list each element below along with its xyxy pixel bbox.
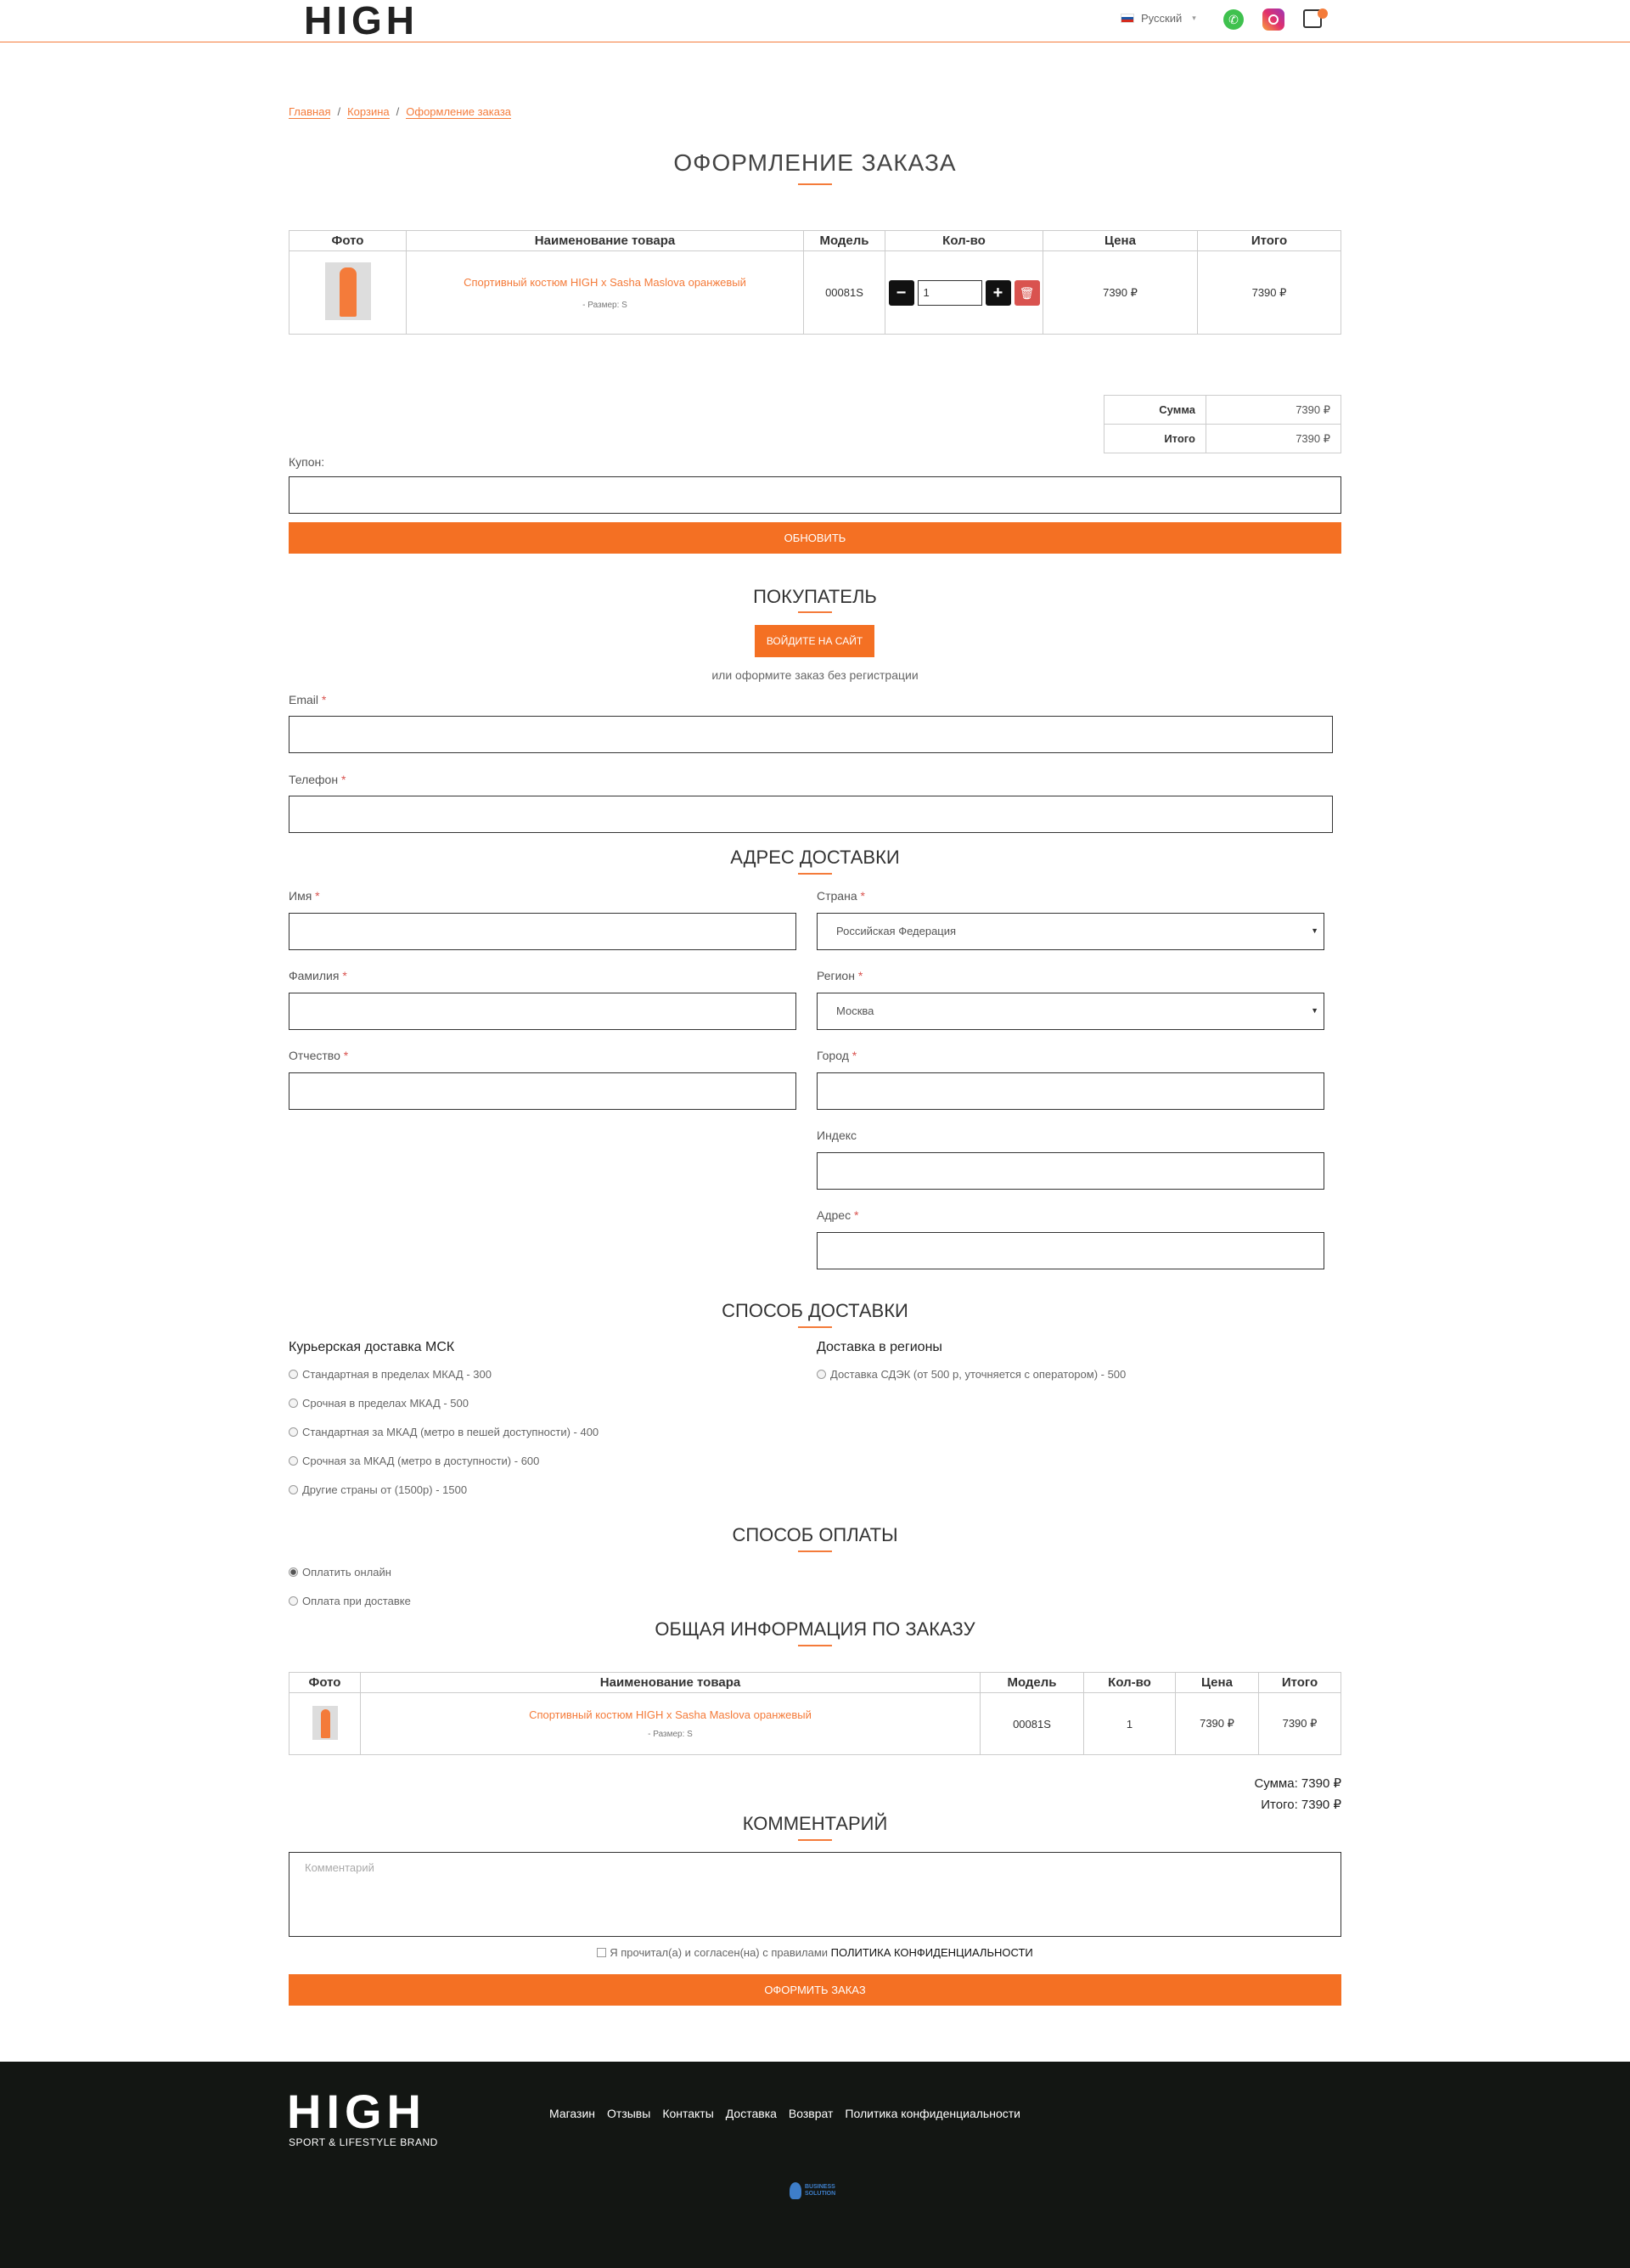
table-row (289, 251, 1341, 335)
footer-nav (549, 2107, 1020, 2120)
title-underline (798, 1645, 832, 1646)
site-footer (0, 2062, 1630, 2268)
title-underline (798, 1550, 832, 1552)
middle-name-label: Отчество * (289, 1049, 349, 1062)
qty-cell (885, 251, 1043, 335)
region-select[interactable] (817, 993, 1324, 1030)
dropdown-arrow-icon: ▼ (1311, 926, 1318, 935)
city-label: Город * (817, 1049, 857, 1062)
city-label-text: Город (817, 1049, 849, 1062)
radio-button-selected[interactable] (289, 1567, 298, 1577)
order-summary-table (289, 1672, 1341, 1755)
product-thumbnail[interactable] (325, 262, 371, 320)
footer-link-returns[interactable]: Возврат (788, 2107, 834, 2120)
radio-button[interactable] (289, 1427, 298, 1437)
dropdown-arrow-icon: ▼ (1311, 1006, 1318, 1015)
breadcrumb (289, 105, 511, 118)
page-title: ОФОРМЛЕНИЕ ЗАКАЗА (673, 149, 957, 176)
table-row (289, 1693, 1341, 1755)
model-cell: 00081S (804, 251, 885, 335)
phone-field[interactable] (289, 796, 1333, 833)
column-header: Цена (1176, 1673, 1259, 1693)
delivery-option[interactable] (289, 1426, 599, 1438)
name-cell (361, 1693, 981, 1755)
title-underline (798, 1839, 832, 1841)
radio-button[interactable] (289, 1399, 298, 1408)
regions-group-title: Доставка в регионы (817, 1340, 942, 1354)
name-cell (407, 251, 804, 335)
email-label: Email * (289, 693, 327, 706)
payment-option-label: Оплатить онлайн (302, 1566, 391, 1579)
delivery-option-label: Стандартная за МКАД (метро в пешей доступности) - 400 (302, 1426, 599, 1438)
country-select[interactable] (817, 913, 1324, 950)
whatsapp-icon[interactable]: ✆ (1223, 9, 1244, 30)
radio-button[interactable] (289, 1370, 298, 1379)
photo-cell (289, 251, 407, 335)
order-info-section-title: ОБЩАЯ ИНФОРМАЦИЯ ПО ЗАКАЗУ (655, 1618, 975, 1640)
product-option: - Размер: S (648, 1730, 693, 1739)
privacy-policy-link[interactable]: ПОЛИТИКА КОНФИДЕНЦИАЛЬНОСТИ (830, 1946, 1033, 1959)
radio-button[interactable] (289, 1596, 298, 1606)
decrease-qty-button[interactable]: − (889, 280, 914, 306)
payment-option[interactable] (289, 1566, 391, 1579)
site-logo[interactable]: HIGH (304, 0, 419, 42)
price-cell: 7390 ₽ (1043, 251, 1198, 335)
privacy-agreement (0, 1946, 1630, 1959)
index-label: Индекс (817, 1128, 857, 1142)
address-label: Адрес * (817, 1208, 859, 1222)
delivery-section-title: СПОСОБ ДОСТАВКИ (722, 1300, 908, 1321)
order-total-text: Итого: 7390 ₽ (1261, 1798, 1341, 1812)
trash-icon[interactable]: 🗑 (1015, 280, 1040, 306)
submit-order-button[interactable]: ОФОРМИТЬ ЗАКАЗ (289, 1974, 1341, 2006)
russia-flag-icon (1121, 14, 1134, 23)
title-underline (798, 183, 832, 185)
last-name-label-text: Фамилия (289, 969, 340, 982)
delivery-option-label: Срочная в пределах МКАД - 500 (302, 1397, 469, 1410)
courier-group-title: Курьерская доставка МСК (289, 1340, 455, 1354)
first-name-label-text: Имя (289, 889, 312, 903)
login-button[interactable]: ВОЙДИТЕ НА САЙТ (755, 625, 874, 657)
photo-cell (289, 1693, 361, 1755)
totals-table (1104, 395, 1341, 453)
address-section-title: АДРЕС ДОСТАВКИ (730, 847, 900, 868)
chevron-down-icon: ▾ (1192, 14, 1196, 22)
footer-link-shop[interactable]: Магазин (549, 2107, 596, 2120)
coupon-input[interactable] (289, 476, 1341, 514)
address-label-text: Адрес (817, 1208, 852, 1222)
column-header: Кол-во (885, 231, 1043, 251)
qty-cell: 1 (1084, 1693, 1176, 1755)
payment-option[interactable] (289, 1595, 411, 1607)
column-header: Итого (1198, 231, 1341, 251)
first-name-label: Имя * (289, 889, 320, 903)
breadcrumb-separator: / (337, 105, 341, 118)
product-link[interactable]: Спортивный костюм HIGH x Sasha Maslova оранжевый (529, 1708, 812, 1721)
agreement-text: Я прочитал(а) и согласен(на) с правилами (610, 1946, 829, 1959)
price-cell: 7390 ₽ (1176, 1693, 1259, 1755)
footer-link-delivery[interactable]: Доставка (725, 2107, 777, 2120)
cart-table (289, 230, 1341, 335)
product-option: - Размер: S (582, 300, 627, 310)
radio-button[interactable] (289, 1485, 298, 1494)
order-sum-text: Сумма: 7390 ₽ (1254, 1776, 1341, 1791)
model-cell: 00081S (981, 1693, 1084, 1755)
guest-checkout-text: или оформите заказ без регистрации (711, 668, 919, 682)
email-field[interactable] (289, 716, 1333, 753)
column-header: Наименование товара (361, 1673, 981, 1693)
column-header: Модель (804, 231, 885, 251)
delivery-option[interactable] (289, 1368, 492, 1381)
radio-button[interactable] (817, 1370, 826, 1379)
region-label-text: Регион (817, 969, 855, 982)
quantity-input[interactable]: 1 (918, 280, 982, 306)
cart-badge (1318, 8, 1328, 19)
email-label-text: Email (289, 693, 319, 706)
radio-button[interactable] (289, 1456, 298, 1466)
footer-logo[interactable]: HIGH (287, 2085, 426, 2138)
country-label: Страна * (817, 889, 865, 903)
agreement-checkbox[interactable] (597, 1948, 606, 1957)
delivery-option-label: Доставка СДЭК (от 500 р, уточняется с оператором) - 500 (830, 1368, 1127, 1381)
first-name-field[interactable] (289, 913, 796, 950)
developer-logo-text: BUSINESS SOLUTION (805, 2184, 836, 2197)
total-label: Итого (1104, 425, 1206, 453)
comment-section-title: КОММЕНТАРИЙ (742, 1813, 888, 1834)
breadcrumb-home[interactable]: Главная (289, 105, 331, 118)
title-underline (798, 611, 832, 613)
delivery-option[interactable] (289, 1397, 469, 1410)
city-field[interactable] (817, 1072, 1324, 1110)
total-value: 7390 ₽ (1206, 425, 1341, 453)
footer-tagline: SPORT & LIFESTYLE BRAND (289, 2136, 438, 2148)
payment-section-title: СПОСОБ ОПЛАТЫ (732, 1524, 898, 1545)
middle-name-label-text: Отчество (289, 1049, 340, 1062)
delivery-option[interactable] (289, 1483, 467, 1496)
footer-link-reviews[interactable]: Отзывы (607, 2107, 651, 2120)
update-coupon-button[interactable]: ОБНОВИТЬ (289, 522, 1341, 554)
language-label: Русский (1141, 12, 1183, 25)
instagram-icon[interactable] (1262, 8, 1284, 31)
country-label-text: Страна (817, 889, 857, 903)
breadcrumb-cart[interactable]: Корзина (347, 105, 390, 118)
region-value: Москва (836, 1005, 874, 1017)
coupon-label: Купон: (289, 455, 325, 469)
last-name-field[interactable] (289, 993, 796, 1030)
column-header: Цена (1043, 231, 1198, 251)
region-label: Регион * (817, 969, 863, 982)
phone-label: Телефон * (289, 773, 346, 786)
column-header: Фото (289, 1673, 361, 1693)
footer-link-contacts[interactable]: Контакты (662, 2107, 714, 2120)
delivery-option[interactable] (817, 1368, 1126, 1381)
column-header: Фото (289, 231, 407, 251)
title-underline (798, 1326, 832, 1328)
index-field[interactable] (817, 1152, 1324, 1190)
delivery-option-label: Стандартная в пределах МКАД - 300 (302, 1368, 492, 1381)
breadcrumb-separator: / (396, 105, 400, 118)
delivery-option-label: Другие страны от (1500р) - 1500 (302, 1483, 468, 1496)
column-header: Итого (1259, 1673, 1341, 1693)
country-value: Российская Федерация (836, 925, 957, 937)
developer-logo[interactable] (790, 2181, 840, 2203)
delivery-option-label: Срочная за МКАД (метро в доступности) - 600 (302, 1455, 540, 1467)
title-underline (798, 873, 832, 875)
total-cell: 7390 ₽ (1198, 251, 1341, 335)
total-cell: 7390 ₽ (1259, 1693, 1341, 1755)
payment-option-label: Оплата при доставке (302, 1595, 411, 1607)
address-field[interactable] (817, 1232, 1324, 1269)
buyer-section-title: ПОКУПАТЕЛЬ (753, 586, 877, 607)
delivery-option[interactable] (289, 1455, 539, 1467)
product-thumbnail[interactable] (312, 1706, 338, 1740)
product-link[interactable]: Спортивный костюм HIGH x Sasha Maslova оранжевый (464, 275, 746, 289)
sum-label: Сумма (1104, 396, 1206, 425)
sum-value: 7390 ₽ (1206, 396, 1341, 425)
column-header: Кол-во (1084, 1673, 1176, 1693)
middle-name-field[interactable] (289, 1072, 796, 1110)
footer-link-privacy[interactable]: Политика конфиденциальности (845, 2107, 1020, 2120)
lightbulb-icon (790, 2182, 801, 2199)
increase-qty-button[interactable]: + (986, 280, 1011, 306)
phone-label-text: Телефон (289, 773, 339, 786)
language-selector[interactable] (1121, 12, 1196, 25)
comment-textarea[interactable]: Комментарий (289, 1852, 1341, 1937)
site-header (0, 0, 1630, 42)
column-header: Наименование товара (407, 231, 804, 251)
column-header: Модель (981, 1673, 1084, 1693)
last-name-label: Фамилия * (289, 969, 347, 982)
breadcrumb-checkout[interactable]: Оформление заказа (406, 105, 512, 118)
